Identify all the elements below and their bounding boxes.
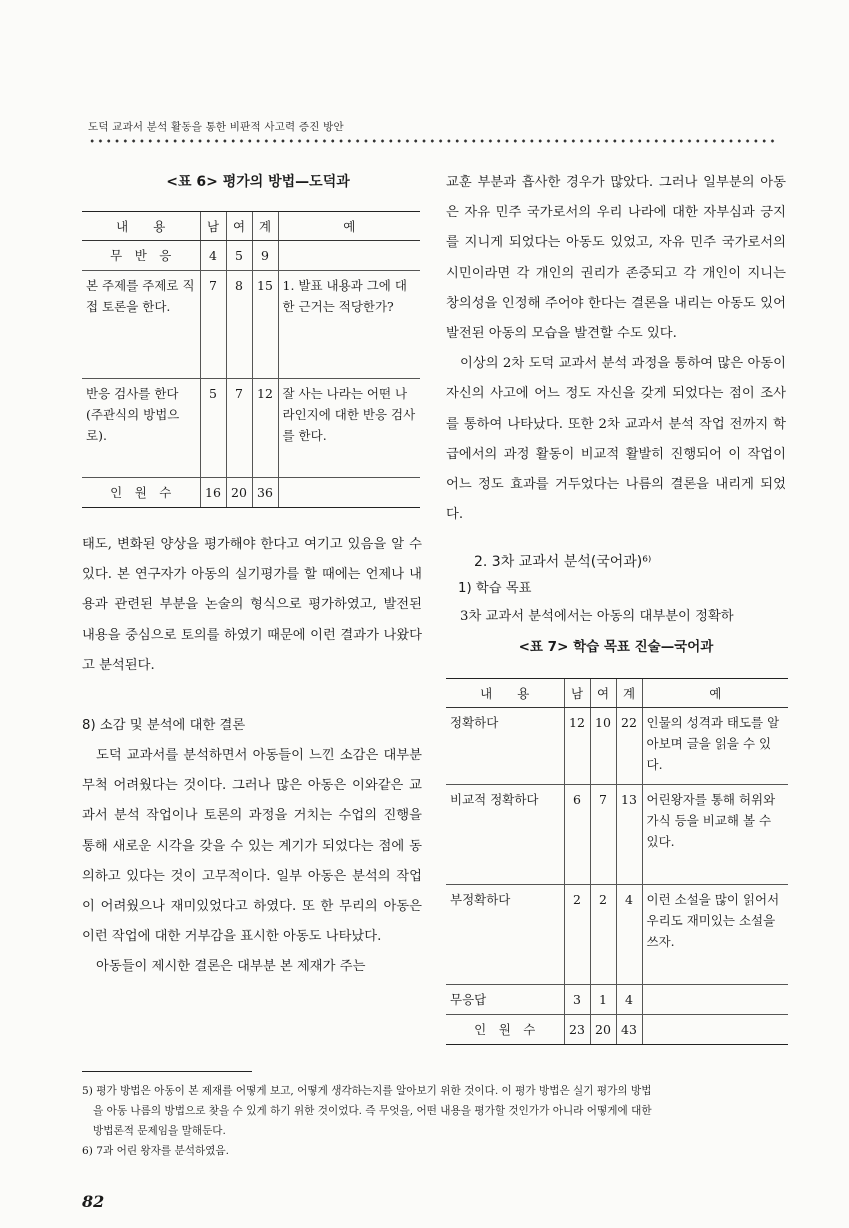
table7-cell-female: 2 — [590, 885, 616, 985]
table7-cell-female: 20 — [590, 1015, 616, 1045]
table7-cell-content: 무응답 — [446, 985, 564, 1015]
table6-cell-female: 20 — [226, 478, 252, 508]
table7 — [446, 678, 788, 1045]
table6-cell-example — [278, 478, 420, 508]
table7-cell-content: 부정확하다 — [446, 885, 564, 985]
left-paragraph-2: 도덕 교과서를 분석하면서 아동들이 느낀 소감은 대부분 무척 어려웠다는 것이다. 그러나 많은 아동은 이와같은 교과서 분석 작업이나 토론의 과정을 거치는 수업의 진행을 통해 새로운 시각을 갖을 수 있는 계기가 되었다는 점에 동의하고 있다는 것이 고무적이다. 일부 아동은 분석의 작업이 어려웠으나 재미있었다고 하였다. 또 한 무리의 아동은 이런 작업에 대한 거부감을 표시한 아동도 나타났다. — [82, 748, 422, 945]
table6-cell-female: 8 — [226, 271, 252, 379]
table-row — [446, 708, 788, 785]
table7-cell-male: 23 — [564, 1015, 590, 1045]
table-row — [446, 985, 788, 1015]
left-column — [82, 171, 422, 508]
table7-cell-female: 10 — [590, 708, 616, 785]
right-text — [446, 168, 786, 661]
section-2-heading: 2. 3차 교과서 분석(국어과)⁶⁾ — [474, 554, 652, 571]
table7-wrap — [446, 678, 786, 1045]
left-paragraph-3: 아동들이 제시한 결론은 대부분 본 제재가 주는 — [96, 959, 366, 975]
section-2-1-heading: 1) 학습 목표 — [458, 581, 532, 597]
table7-cell-example: 이런 소설을 많이 읽어서 우리도 재미있는 소설을 쓰자. — [642, 885, 788, 985]
table7-cell-content: 비교적 정확하다 — [446, 785, 564, 885]
table7-cell-total: 22 — [616, 708, 642, 785]
table6-cell-total: 15 — [252, 271, 278, 379]
table7-cell-content: 정확하다 — [446, 708, 564, 785]
table6-header-row — [82, 212, 420, 241]
table6-cell-male: 7 — [200, 271, 226, 379]
table6-cell-content: 반응 검사를 한다 (주관식의 방법으로). — [82, 379, 200, 478]
table-row — [82, 241, 420, 271]
table-row — [82, 379, 420, 478]
table6-cell-total: 12 — [252, 379, 278, 478]
table6-cell-total: 36 — [252, 478, 278, 508]
table6-cell-content: 본 주제를 주제로 직접 토론을 한다. — [82, 271, 200, 379]
running-head: 도덕 교과서 분석 활동을 통한 비판적 사고력 증진 방안 — [88, 121, 344, 133]
table6-header-content: 내 용 — [82, 212, 200, 241]
table6-caption: <표 6> 평가의 방법—도덕과 — [166, 174, 350, 190]
table7-cell-content: 인 원 수 — [446, 1015, 564, 1045]
table7-header-example: 예 — [642, 679, 788, 708]
footnote-rule — [82, 1071, 252, 1072]
right-paragraph-2: 이상의 2차 도덕 교과서 분석 과정을 통하여 많은 아동이 자신의 사고에 어느 정도 자신을 갖게 되었다는 점이 조사를 통하여 나타났다. 또한 2차 교과서 분석 작업 전까지 학급에서의 과정 활동이 비교적 활발히 진행되어 이 작업이 어느 정도 효과를 거두었다는 나름의 결론을 내리게 되었다. — [446, 356, 786, 523]
table7-cell-male: 3 — [564, 985, 590, 1015]
footnote-5-cont-2: 방법론적 문제임을 말해둔다. — [93, 1125, 226, 1137]
footnotes — [82, 1081, 792, 1161]
right-paragraph-3: 3차 교과서 분석에서는 아동의 대부분이 정확하 — [460, 609, 734, 625]
table6-cell-female: 7 — [226, 379, 252, 478]
table6-header-female: 여 — [226, 212, 252, 241]
table6-cell-female: 5 — [226, 241, 252, 271]
table6-cell-content: 무 반 응 — [82, 241, 200, 271]
table6-header-example: 예 — [278, 212, 420, 241]
table-row — [446, 885, 788, 985]
table7-cell-example: 인물의 성격과 태도를 알아보며 글을 읽을 수 있다. — [642, 708, 788, 785]
table7-cell-female: 7 — [590, 785, 616, 885]
table6-cell-example: 잘 사는 나라는 어떤 나라인지에 대한 반응 검사를 한다. — [278, 379, 420, 478]
dotted-rule — [88, 138, 778, 144]
table-row — [82, 271, 420, 379]
table6-header-total: 계 — [252, 212, 278, 241]
table7-cell-total: 13 — [616, 785, 642, 885]
table6 — [82, 211, 420, 508]
table7-cell-total: 43 — [616, 1015, 642, 1045]
left-paragraph-1: 태도, 변화된 양상을 평가해야 한다고 여기고 있음을 알 수 있다. 본 연구자가 아동의 실기평가를 할 때에는 언제나 내용과 관련된 부분을 논술의 형식으로 평가하였고, 발전된 내용을 중심으로 토의를 하였기 때문에 이런 결과가 나왔다고 분석된다. — [82, 537, 422, 673]
table7-cell-example — [642, 1015, 788, 1045]
table7-cell-female: 1 — [590, 985, 616, 1015]
footnote-6: 6) 7과 어린 왕자를 분석하였음. — [82, 1145, 230, 1157]
table7-header-male: 남 — [564, 679, 590, 708]
table-row — [446, 785, 788, 885]
table7-header-content: 내 용 — [446, 679, 564, 708]
section-8-heading: 8) 소감 및 분석에 대한 결론 — [82, 718, 246, 734]
table7-cell-example — [642, 985, 788, 1015]
table7-header-female: 여 — [590, 679, 616, 708]
right-paragraph-1: 교훈 부분과 흡사한 경우가 많았다. 그러나 일부분의 아동은 자유 민주 국가로서의 우리 나라에 대한 자부심과 긍지를 지니게 되었다는 아동도 있었고, 자유 민주 국가로서의 시민이라면 각 개인의 권리가 존중되고 각 개인이 지니는 창의성을 인정해 주어야 한다는 결론을 내리는 아동도 있어 발전된 아동의 모습을 발견할 수도 있다. — [446, 175, 786, 342]
table7-caption: <표 7> 학습 목표 진술—국어과 — [518, 638, 714, 655]
table7-cell-male: 12 — [564, 708, 590, 785]
table-row — [446, 1015, 788, 1045]
footnote-5: 5) 평가 방법은 아동이 본 제재를 어떻게 보고, 어떻게 생각하는지를 알아보기 위한 것이다. 이 평가 방법은 실기 평가의 방법 — [82, 1085, 652, 1097]
table7-header-row — [446, 679, 788, 708]
table7-cell-male: 6 — [564, 785, 590, 885]
table7-cell-total: 4 — [616, 885, 642, 985]
table-row — [82, 478, 420, 508]
table6-cell-content: 인 원 수 — [82, 478, 200, 508]
table7-cell-total: 4 — [616, 985, 642, 1015]
table7-header-total: 계 — [616, 679, 642, 708]
table6-cell-example — [278, 241, 420, 271]
table7-cell-example: 어린왕자를 통해 허위와 가식 등을 비교해 볼 수 있다. — [642, 785, 788, 885]
table6-header-male: 남 — [200, 212, 226, 241]
table7-cell-male: 2 — [564, 885, 590, 985]
table6-cell-example: 1. 발표 내용과 그에 대한 근거는 적당한가? — [278, 271, 420, 379]
table6-cell-male: 4 — [200, 241, 226, 271]
page-number: 82 — [82, 1192, 105, 1211]
table6-cell-male: 5 — [200, 379, 226, 478]
footnote-5-cont: 을 아동 나름의 방법으로 찾을 수 있게 하기 위한 것이었다. 즉 무엇을, 어떤 내용을 평가할 것인가가 아니라 어떻게에 대한 — [93, 1105, 652, 1117]
table6-cell-total: 9 — [252, 241, 278, 271]
table6-cell-male: 16 — [200, 478, 226, 508]
left-text — [82, 530, 422, 983]
